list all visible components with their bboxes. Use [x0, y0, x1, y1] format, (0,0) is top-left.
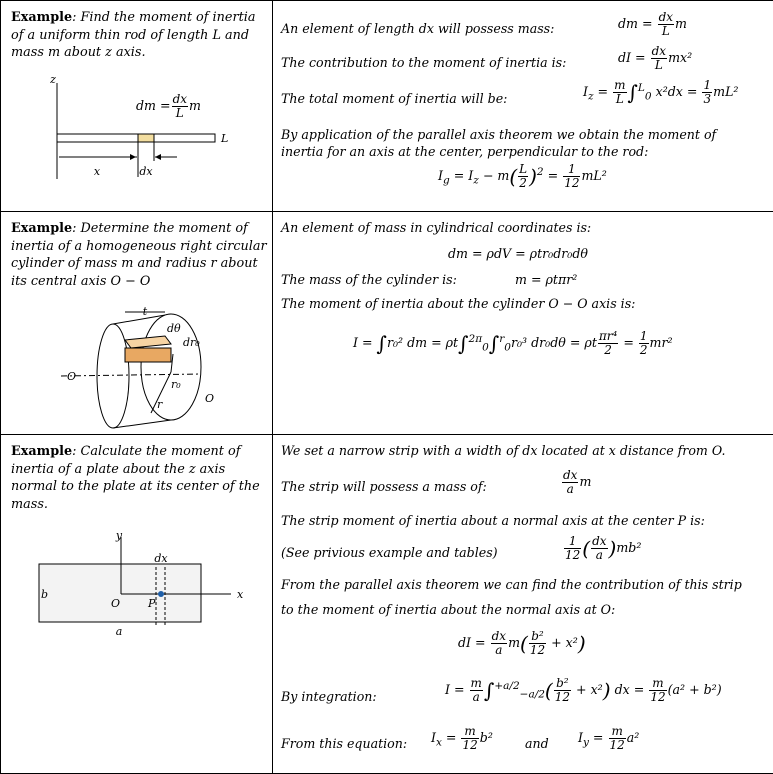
- rod-figure: [1, 71, 271, 196]
- r0-label: r₀: [171, 378, 181, 391]
- b-label: b: [41, 588, 49, 601]
- dr0-label: dr₀: [183, 336, 200, 349]
- r2-eq-dm: dm = ρdV = ρtr₀dr₀dθ: [448, 246, 588, 261]
- r3-line-8: From this equation:: [281, 736, 408, 751]
- point-P: [158, 591, 164, 597]
- plate-shape: [39, 564, 201, 622]
- row3-solution-cell: [273, 435, 773, 774]
- r3-eq-mass: $\frac{dx}{a}$ m: [563, 468, 592, 496]
- r3-line-7: By integration:: [281, 689, 377, 704]
- r1-line-3: The total moment of inertia will be:: [281, 91, 508, 106]
- r3-eq-Iy: $I_y$ = $\frac{m}{12}$ a²: [578, 724, 640, 752]
- rod-shape: [57, 134, 215, 142]
- r3-eq-strip: $\frac{1}{12}$ ( $\frac{dx}{a}$ )mb²: [565, 534, 642, 562]
- O-right-label: O: [205, 392, 215, 405]
- row3-problem-cell: [1, 435, 273, 774]
- row2-problem: Example: Determine the moment of inertia of a homogeneous right circular cylinder of mass m and radius r about its central axis O − O: [11, 221, 267, 289]
- r1-eq-Iz: $I_z$ = $\frac{m}{L}$ ∫$^L_0$ x²dx = $\frac{1}{3}$ mL²: [583, 78, 739, 106]
- row1-problem-cell: [1, 1, 273, 212]
- r2-line-1: An element of mass in cylindrical coordinates is:: [281, 220, 592, 235]
- r1-line-1: An element of length dx will possess mass:: [281, 21, 555, 36]
- rod-length-label: L: [221, 132, 229, 145]
- rod-element: [138, 134, 154, 142]
- r3-line-4: (See privious example and tables): [281, 545, 498, 560]
- r1-line-5: inertia for an axis at the center, perpendicular to the rod:: [281, 144, 649, 159]
- r-label: r: [157, 398, 163, 411]
- r3-eq-dI: dI = $\frac{dx}{a}$ m( $\frac{\text{b²}}{12}$ + x²): [458, 629, 586, 657]
- x-label: x: [237, 588, 244, 601]
- dx-arrow-head: [155, 154, 161, 160]
- row3-problem: Example: Calculate the moment of inertia of a plate about the z axis normal to the plate at its center of the mass.: [11, 444, 260, 512]
- cylinder-figure: [1, 298, 271, 433]
- element-side: [125, 348, 171, 362]
- r1-eq-Ig: $I_g = I_z - m$( $\frac{L}{2}$ )$^2$ = $\frac{1}{12}$ mL²: [438, 162, 607, 190]
- r3-line-2: The strip will possess a mass of:: [281, 479, 487, 494]
- a-label: a: [115, 625, 123, 637]
- r3-line-1: We set a narrow strip with a width of dx located at x distance from O.: [281, 443, 726, 458]
- z-axis-label: z: [50, 73, 56, 86]
- cylinder-bottom-line: [113, 420, 171, 428]
- row1-solution-cell: [273, 1, 773, 212]
- r1-eq-dI: dI = $\frac{dx}{L}$ mx²: [618, 44, 693, 72]
- r2-eq-m: m = ρtπr²: [515, 272, 578, 287]
- r3-line-5: From the parallel axis theorem we can find the contribution of this strip: [281, 577, 742, 592]
- r2-line-3: The moment of inertia about the cylinder O − O axis is:: [281, 296, 636, 311]
- plate-figure: [1, 527, 271, 637]
- fig-dm-frac: $\frac{dx}{L}$: [172, 92, 188, 120]
- P-label: P: [148, 597, 156, 610]
- r2-line-2: The mass of the cylinder is:: [281, 272, 457, 287]
- dx-label: dx: [154, 552, 168, 565]
- r1-eq-dm: dm = $\frac{dx}{L}$ m: [618, 10, 687, 38]
- O-left-label: O: [67, 370, 77, 383]
- r1-line-2: The contribution to the moment of inertia is:: [281, 55, 567, 70]
- r1-line-4: By application of the parallel axis theorem we obtain the moment of: [281, 127, 717, 142]
- r3-and: and: [525, 736, 549, 751]
- r3-eq-int: I = $\frac{m}{a}$ ∫$^{+a/2}_{-a/2}$( $\frac{\text{b²}}{12}$ + x²) dx = $\frac{m}{12}$ (a² + b²): [445, 676, 722, 704]
- O-label: O: [111, 597, 121, 610]
- r2-eq-I: I = ∫r₀² dm = ρt∫$^{2\pi}_0$∫$^r_0$r₀³ dr₀dθ = ρt $\frac{\text{πr⁴}}{2}$ = $\frac{1}{2}$ mr²: [353, 329, 673, 357]
- x-label: x: [93, 165, 101, 178]
- r3-line-3: The strip moment of inertia about a normal axis at the center P is:: [281, 513, 705, 528]
- t-label: t: [142, 305, 148, 318]
- row1-problem: Example: Find the moment of inertia of a uniform thin rod of length L and mass m about z axis.: [11, 10, 256, 60]
- row2-problem-cell: [1, 212, 273, 435]
- r3-eq-Ix: $I_x$ = $\frac{m}{12}$ b²: [431, 724, 493, 752]
- row2-solution-cell: [273, 212, 773, 435]
- dtheta-label: dθ: [167, 322, 181, 335]
- y-label: y: [115, 529, 123, 542]
- r3-line-6: to the moment of inertia about the normal axis at O:: [281, 602, 616, 617]
- dx-label: dx: [139, 165, 153, 178]
- fig-dm-eq: dm = $\frac{dx}{L}$ m: [136, 92, 201, 120]
